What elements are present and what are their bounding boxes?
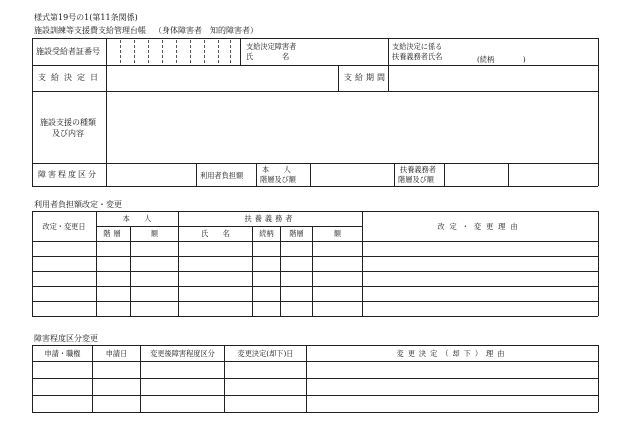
guardian-name-label-1: 支給決定に係る — [392, 42, 443, 51]
table-row[interactable] — [33, 396, 597, 411]
table-row[interactable] — [33, 242, 597, 255]
disability-change-section-title: 障害程度区分変更 — [34, 334, 98, 343]
col-guardian: 扶養義務者 — [244, 214, 296, 223]
table-row[interactable] — [33, 302, 597, 315]
page-subtitle: （身体障害者 知的障害者） — [154, 26, 258, 35]
col-applicant: 申請・職権 — [44, 349, 81, 358]
recipient-name-label-1: 支給決定障害者 — [246, 42, 297, 51]
col-change-reason: 改定・変更理由 — [437, 222, 523, 231]
table-row[interactable] — [33, 379, 597, 394]
sub-self-level: 階層 — [103, 229, 124, 238]
guardian-burden-label-1: 扶養義務者 — [400, 165, 436, 174]
relation-label: (続柄 ) — [477, 55, 526, 64]
form-number: 様式第19号の1(第11条関係) — [34, 13, 138, 22]
col-new-class: 変更後障害程度区分 — [150, 349, 215, 358]
table-row[interactable] — [33, 362, 597, 377]
page-title: 施設訓練等支援費支給管理台帳 — [34, 26, 146, 35]
table-row[interactable] — [33, 272, 597, 285]
cert-number-label: 施設受給者証番号 — [36, 47, 100, 56]
col-change-date: 改定・変更日 — [42, 222, 86, 231]
sub-guardian-level: 階層 — [289, 229, 304, 238]
col-self: 本 人 — [122, 214, 152, 223]
sub-guardian-amount: 額 — [333, 229, 342, 238]
col-decision-reason: 変更決定（却下）理由 — [396, 349, 509, 358]
sub-self-amount: 額 — [150, 229, 159, 238]
col-apply-date: 申請日 — [105, 349, 128, 358]
decision-date-label: 支給決定日 — [38, 73, 103, 82]
table-row[interactable] — [33, 257, 597, 270]
service-label-1: 施設支援の種類 — [40, 118, 96, 127]
recipient-name-field[interactable] — [306, 39, 387, 64]
burden-change-section-title: 利用者負担額改定・変更 — [34, 200, 122, 209]
col-decision-date: 変更決定(却下)日 — [237, 349, 294, 358]
self-label-2: 階層及び額 — [260, 175, 296, 184]
period-field[interactable] — [389, 66, 597, 90]
guardian-name-label-2: 扶養義務者氏名 — [392, 52, 443, 61]
disability-class-label: 障害程度区分 — [38, 170, 98, 179]
decision-date-field[interactable] — [107, 66, 337, 90]
burden-label: 利用者負担額 — [200, 171, 244, 180]
sub-guardian-relation: 続柄 — [259, 229, 274, 238]
sub-guardian-name: 氏 名 — [201, 229, 230, 238]
service-content-field[interactable] — [107, 92, 597, 162]
table-row[interactable] — [33, 287, 597, 300]
recipient-name-label-2: 氏 名 — [246, 52, 290, 61]
self-label-1: 本 人 — [262, 165, 291, 174]
service-label-2: 及び内容 — [52, 129, 84, 138]
guardian-burden-label-2: 階層及び額 — [398, 175, 434, 184]
cert-number-field[interactable] — [107, 39, 239, 64]
period-label: 支給期間 — [344, 73, 388, 82]
